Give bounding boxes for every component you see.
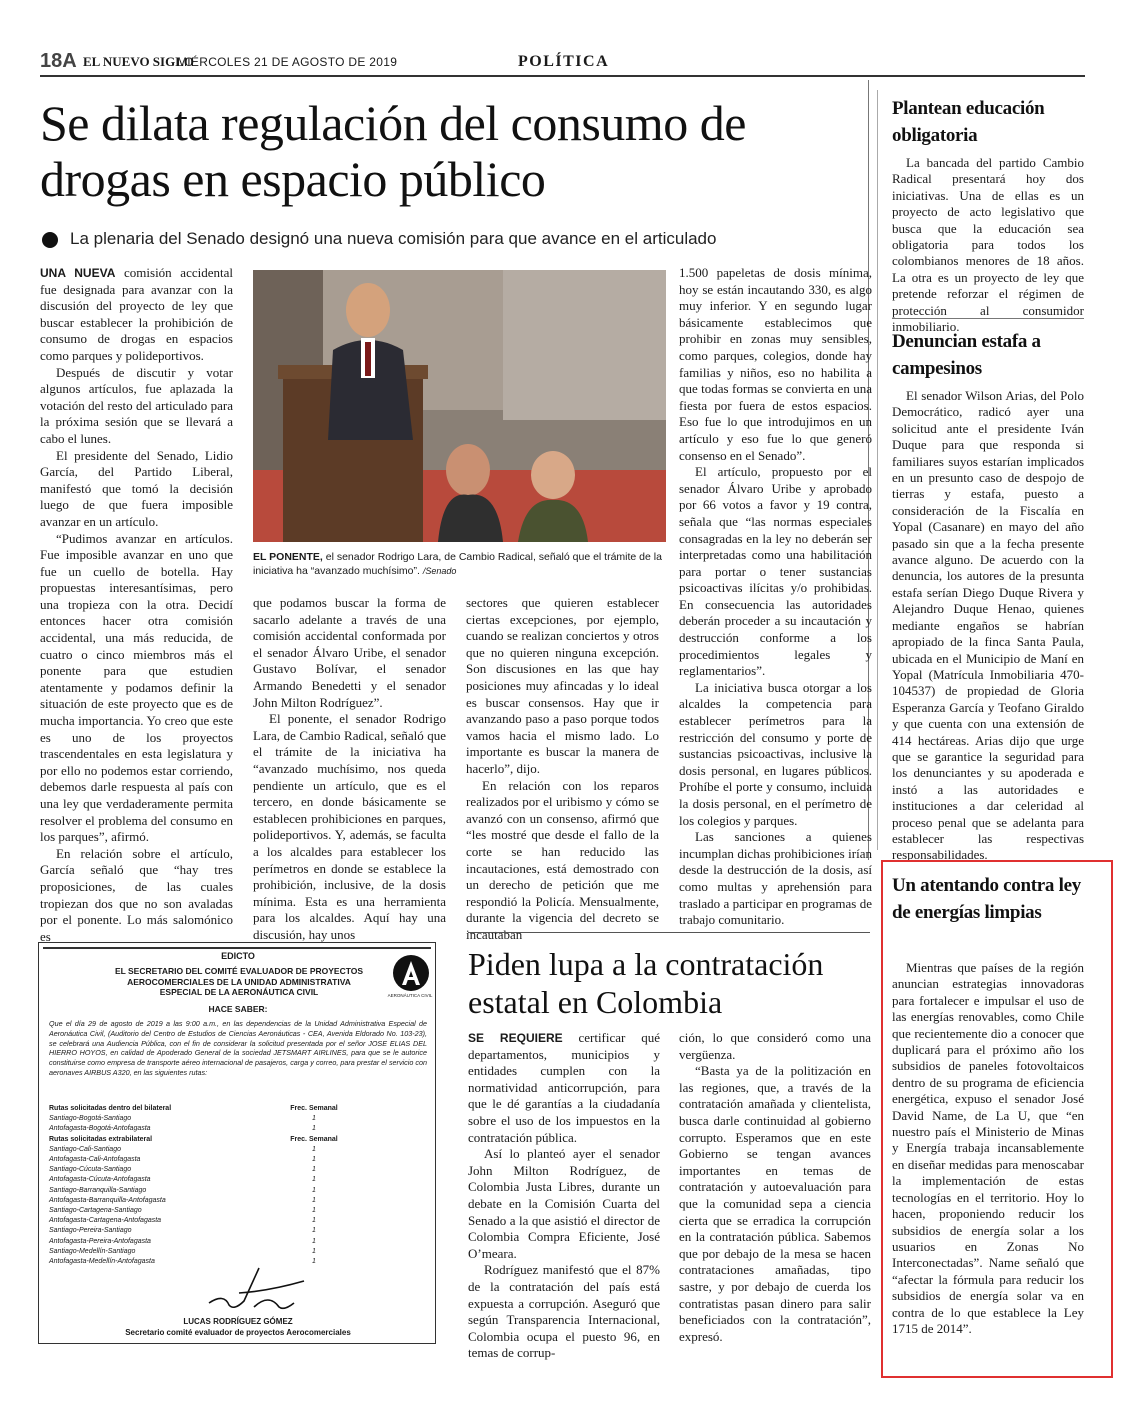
paragraph: El ponente, el senador Rodrigo Lara, de Cambio Radical, señaló que el trámite de la iniciativa ha “avanzado muchísimo, nos queda pendiente un artículo, que es el tercero, en donde básicamente se establecen prohibiciones en parques, polideportivos. Y, además, se faculta a los alcaldes para establecer los perímetros en donde se establece la prohibición, inclusive, de la dosis mínima. Esta es una herramienta para los alcaldes. Aquí hay una discusión, hay unos [253, 711, 446, 942]
route-name: Antofagasta-Cartagena-Antofagasta [49, 1217, 162, 1225]
paragraph: Así lo planteó ayer el senador John Milton Rodríguez, de Colombia Justa Libres, durante un debate en la Comisión Cuarta del Senado a la que asistió el director de Colombia Compra Eficiente, José O’meara. [468, 1146, 660, 1261]
route-row [49, 1226, 349, 1236]
route-name: Santiago-Barranquilla-Santiago [49, 1186, 147, 1194]
lead-in: UNA NUEVA [40, 266, 116, 280]
paragraph: “Basta ya de la politización en las regiones, que, a través de la contratación amañada y clientelista, busca darle continuidad al gobierno corrupto. Esperamos que en este Gobierno se tengan avances importantes en temas de contratación y autoevaluación para que la comunidad sepa a ciencia cierta que se erradica la corrupción en la contratación pública. Sabemos que por debajo de la mesa se hacen contrataciones amañadas, tipo sastre, y por debajo de cuerda los contratistas pasan dinero para salir beneficiados con la contratación”, expresó. [679, 1063, 871, 1344]
brief-body-education [892, 155, 1084, 335]
route-name: Santiago-Cartagena-Santiago [49, 1207, 142, 1215]
route-name: Santiago-Cúcuta-Santiago [49, 1166, 132, 1174]
route-name: Antofagasta-Barranquilla-Antofagasta [49, 1196, 166, 1204]
paragraph: El presidente del Senado, Lidio García, del Partido Liberal, manifestó que tomó la decisión luego de que fuera imposible avanzar en un artículo. [40, 447, 233, 529]
route-frequency: 1 [312, 1196, 316, 1204]
second-column-2 [679, 1030, 871, 1345]
paragraph: comisión accidental fue designada para avanzar con la discusión del proyecto de ley que buscar establecer la prohibición de consumo de drogas en espacios como parques y polideportivos. [40, 265, 233, 363]
brief-title-estafa: Denuncian estafa a campesinos [892, 331, 1041, 379]
main-column-2 [253, 595, 446, 943]
route-row [49, 1175, 349, 1185]
edicto-notice [38, 942, 436, 1344]
paragraph: “Pudimos avanzar en artículos. Fue imposible avanzar en uno que fue un cuello de botella. Hay propuestas interesantísimas, pero una tropieza con la otra. Decidí entonces hacer otra comisión accidental, una más reducida, de cuatro o cinco miembros más el ponente para que estudien atentamente y podamos definir la situación de este proyecto que es de mucha importancia. Yo creo que este es uno de los proyectos trascendentales en esta legislatura y por ello no podemos estar corriendo, debemos darle respuesta al país con una ley que verdaderamente permita resolver el problema del consumo en los parques”, afirmó. [40, 530, 233, 845]
paragraph: sectores que quieren establecer ciertas excepciones, por ejemplo, cuando se realizan conciertos y otros que no quieren ninguna excepción. Son discusiones en las que hay posiciones muy afincadas y lo ideal es buscar consensos. Hay que ir avanzando paso a paso porque todos vamos hacia el mismo lado. Lo importante es buscar la manera de hacerlo”, dijo. [466, 595, 659, 776]
route-row [49, 1145, 349, 1155]
signer-name: LUCAS RODRÍGUEZ GÓMEZ [183, 1317, 293, 1326]
route-row [49, 1114, 349, 1124]
paragraph: El artículo, propuesto por el senador Álvaro Uribe y aprobado por 66 votos a favor y 19 contra, señala que “las normas especiales consagradas en la ley no deberán ser interpretadas como una habilitación para portar o tener sustancias psicoactivas ilícitas y/o prohibidas. En consecuencia las autoridades deberán proceder a su incautación y destrucción conforme a los procedimientos legales y reglamentarios”. [679, 464, 872, 679]
signer-role: Secretario comité evaluador de proyectos Aerocomerciales [125, 1328, 351, 1337]
route-frequency: 1 [312, 1176, 316, 1184]
lead-in: SE REQUIERE [468, 1031, 563, 1045]
route-frequency: 1 [312, 1227, 316, 1235]
route-name: Antofagasta-Cúcuta-Antofagasta [49, 1176, 151, 1184]
second-column-1 [468, 1030, 660, 1362]
article-separator [468, 932, 870, 933]
route-name: Antofagasta-Medellín-Antofagasta [49, 1258, 155, 1266]
paragraph: En relación sobre el artículo, García señaló que “hay tres proposiciones, de las cuales tropiezan dos que no son avaladas por el ponente. Lo más salomónico es [40, 845, 233, 944]
brief-divider [892, 318, 1084, 319]
route-frequency: 1 [312, 1217, 316, 1225]
main-headline: Se dilata regulación del consumo de drogas en espacio público [40, 95, 746, 207]
edicto-title: EDICTO [221, 951, 255, 961]
routes-header-row [49, 1104, 349, 1114]
route-row [49, 1206, 349, 1216]
route-row [49, 1216, 349, 1226]
route-row [49, 1186, 349, 1196]
header-rule [40, 75, 1085, 77]
paragraph: ción, lo que consideró como una vergüenza. [679, 1030, 871, 1062]
route-row [49, 1124, 349, 1134]
route-frequency: 1 [312, 1166, 316, 1174]
deck-bullet-icon [42, 232, 58, 248]
photo-credit: /Senado [422, 566, 457, 576]
route-frequency: 1 [312, 1237, 316, 1245]
page-number: 18A [40, 50, 77, 72]
paragraph: que podamos buscar la forma de sacarlo adelante a través de una comisión accidental conformada por el senador Álvaro Uribe, el senador Gustavo Bolívar, el senador Armando Benedetti y el senador John Milton Rodríguez”. [253, 595, 446, 710]
paragraph: Después de discutir y votar algunos artículos, fue aplazada la votación del resto del articulado para la próxima sesión que se llevará a cabo el lunes. [40, 364, 233, 446]
route-name: Santiago-Cali-Santiago [49, 1145, 121, 1153]
edicto-top-rule [43, 947, 431, 949]
signature-icon [199, 1263, 319, 1313]
caption-lead: EL PONENTE, [253, 551, 323, 563]
paragraph: La iniciativa busca otorgar a los alcaldes la competencia para establecer perímetros para la restricción del consumo y porte de sustancias psicoactivas, inclusive la dosis personal, en lugares públicos. Prohíbe el porte y consumo, incluida la dosis personal, en el perímetro de los colegios y parques. [679, 679, 872, 828]
route-name: Rutas solicitadas dentro del bilateral [49, 1105, 172, 1112]
paragraph: Las sanciones a quienes incumplan dichas prohibiciones irían desde la destrucción de la dosis, así como multas y aprehensión para traslado a participar en programas de trabajo comunitario. [679, 829, 872, 928]
edicto-heading: EL SECRETARIO DEL COMITÉ EVALUADOR DE PROYECTOS AEROCOMERCIALES DE LA UNIDAD ADMINISTRATIVA ESPECIAL DE LA AERONÁUTICA CIVIL [114, 966, 364, 997]
issue-date: MIÉRCOLES 21 DE AGOSTO DE 2019 [177, 55, 398, 69]
column-divider-inner [877, 90, 878, 850]
route-row [49, 1196, 349, 1206]
route-frequency: 1 [312, 1156, 316, 1164]
route-row [49, 1247, 349, 1257]
paragraph: Rodríguez manifestó que el 87% de la contratación del país está expuesta a corrupción. Aseguró que según Transparencia Internacional, Colombia ocupa el puesto 96, en temas de corrup- [468, 1262, 660, 1361]
route-name: Antofagasta-Pereira-Antofagasta [49, 1237, 151, 1245]
brief-title-education: Plantean educación obligatoria [892, 98, 1045, 146]
route-name: Santiago-Pereira-Santiago [49, 1227, 132, 1235]
second-headline: Piden lupa a la contratación estatal en Colombia [468, 946, 824, 1020]
paragraph: 1.500 papeletas de dosis mínima, hoy se están incautando 330, es algo muy inferior. Y en segundo lugar básicamente establecimos que prohibir en zonas muy sensibles, como parques, colegios, donde hay familias y niños, eso no habilita a que todas formas se convierta en una fiesta por fuera de estos espacios. Eso fue lo que introdujimos en un artículo y eso fue lo que generó consenso en el Senado”. [679, 265, 872, 463]
paragraph: Mientras que países de la región anuncian estrategias innovadoras para fortalecer e impulsar el uso de las energías renovables, como Chile que recientemente dio a conocer que duplicará para el próximo año los subsidios de paneles fotovoltaicos dentro de su programa de eficiencia energética, expuso el senador José David Name, de La U, que “en nuestro país el Ministerio de Minas y Energía trabaja incansablemente en diseñar medidas para menoscabar la implementación de estas tecnologías en el territorio. Hoy lo hacen, proponiendo reducir los subsidios de energía solar a los usuarios en Zonas No Interconectadas”. Name señaló que “afectar la fórmula para reducir los subsidios de energía solar va en contra de lo que establece la Ley 1715 de 2014”. [892, 960, 1084, 1336]
paragraph: En relación con los reparos realizados por el uribismo y cómo se avanzó con un consenso, afirmó que “les mostré que desde el fallo de la corte se han reducido las incautaciones, está demostrado con un derecho de petición que me respondió la Policía. Mensualmente, durante la vigencia del decreto se incautaban [466, 777, 659, 942]
brief-title-energias: Un atentando contra ley de energías limpias [892, 875, 1081, 923]
logo-caption: AERONÁUTICA CIVIL [387, 993, 433, 998]
route-frequency: 1 [312, 1186, 316, 1194]
route-frequency: 1 [312, 1115, 316, 1123]
route-frequency: 1 [312, 1207, 316, 1215]
photo-caption [253, 550, 666, 578]
brief-body-energias [892, 960, 1084, 1337]
aerocivil-logo-icon [391, 953, 431, 997]
caption-text: el senador Rodrigo Lara, de Cambio Radical, señaló que el trámite de la iniciativa ha “avanzado muchísimo”. [253, 551, 662, 577]
route-row [49, 1165, 349, 1175]
route-frequency: 1 [312, 1258, 316, 1266]
route-name: Antofagasta-Cali-Antofagasta [49, 1156, 141, 1164]
route-frequency: Frec. Semanal [290, 1105, 338, 1112]
edicto-hace-saber: HACE SABER: [208, 1004, 268, 1014]
main-column-3 [466, 595, 659, 943]
routes-header-row [49, 1135, 349, 1145]
route-row [49, 1155, 349, 1165]
route-frequency: Frec. Semanal [290, 1135, 338, 1143]
route-frequency: 1 [312, 1145, 316, 1153]
route-name: Santiago-Medellín-Santiago [49, 1247, 136, 1255]
main-column-4 [679, 265, 872, 929]
route-name: Antofagasta-Bogotá-Antofagasta [49, 1125, 151, 1133]
edicto-body: Que el día 29 de agosto de 2019 a las 9:00 a.m., en las dependencias de la Unidad Administrativa Especial de Aeronáutica Civil, (Auditorio del Centro de Estudios de Ciencias Aeronáuticas - CEA, Avenida Eldorado No. 103-23), se celebrará una Audiencia Pública, con el fin de considerar la solicitud presentada por el señor JOSE ELIAS DEL HIERRO HOYOS, en calidad de Apoderado General de la sociedad JETSMART AIRLINES, para que se le autorice constituirse como empresa de transporte aéreo internacional de pasajeros, carga y correo, para prestar el servicio con aeronaves AIRBUS A320, en las siguientes rutas: [49, 1019, 427, 1077]
route-frequency: 1 [312, 1247, 316, 1255]
paragraph: La bancada del partido Cambio Radical presentará hoy dos iniciativas. Una de ellas es un proyecto de acto legislativo que busca que la educación sea obligatoria para todos los colombianos menores de 18 años. La otra es un proyecto de ley que pretende reforzar el régimen de protección al consumidor inmobiliario. [892, 155, 1084, 335]
route-name: Rutas solicitadas extrabilateral [49, 1135, 153, 1143]
routes-table [49, 1104, 349, 1267]
paragraph: El senador Wilson Arias, del Polo Democrático, radicó ayer una solicitud ante el presidente Iván Duque para que responda si familiares suyos estarían implicados en un presunto caso de despojo de tierras y estafa, puesto a consideración de la Fiscalía en Yopal (Casanare) en mayo del año pasado sin que a la fecha presente avance alguno. De acuerdo con la denuncia, los autores de la presunta estafa serían Diego Duque Rivera y Alejandro Duque Henao, quienes mediante engaños se habrían apropiado de la finca Santa Paula, ubicada en el Municipio de Maní en Yopal (Matrícula Inmobiliaria 470-104537) de propiedad de Gloria Esperanza García y Teofano Giraldo y que cuenta con una extensión de 414 hectáreas. Arias dijo que urge que se garantice la seguridad para los denunciantes y su apoderada e instó a las autoridades e instituciones a dar celeridad al proceso penal que se adelanta para establecer las respectivas responsabilidades. [892, 388, 1084, 863]
route-frequency: 1 [312, 1125, 316, 1133]
brief-body-estafa [892, 388, 1084, 864]
newspaper-name: EL NUEVO SIGLO [83, 54, 194, 69]
main-deck: La plenaria del Senado designó una nueva comisión para que avance en el articulado [70, 229, 717, 248]
paragraph: certificar qué departamentos, municipios y entidades cumplen con la normatividad anticorrupción, para que le dé garantías a la ciudadanía sobre el uso de los impuestos en la contratación pública. [468, 1030, 660, 1145]
section-name: POLÍTICA [518, 53, 610, 70]
route-row [49, 1237, 349, 1247]
route-name: Santiago-Bogotá-Santiago [49, 1115, 132, 1123]
main-column-1 [40, 265, 233, 945]
senate-photo [253, 270, 666, 542]
